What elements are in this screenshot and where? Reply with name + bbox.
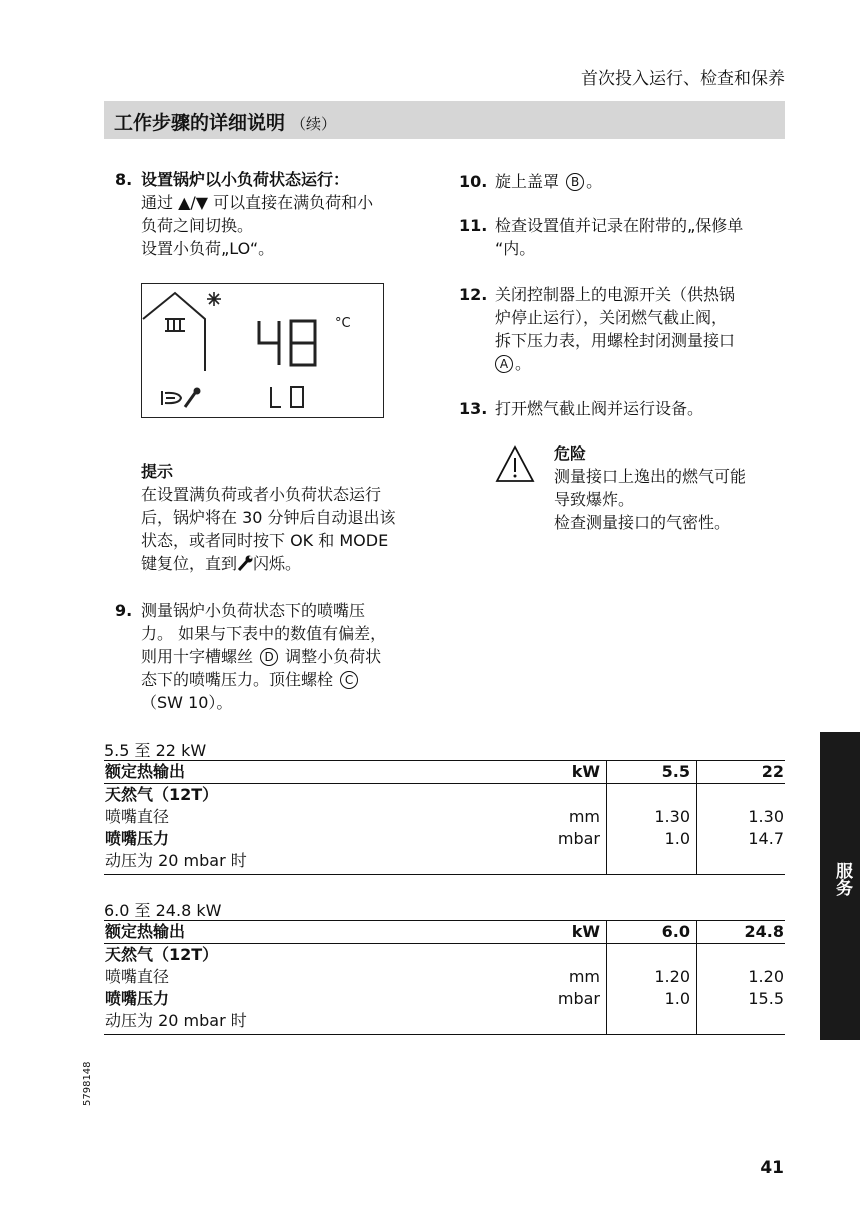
- step-9-line2: 力。 如果与下表中的数值有偏差，: [141, 624, 387, 643]
- document-number: 5798148: [82, 1061, 93, 1106]
- table-cell: 1.0: [607, 828, 697, 850]
- table-cell: [607, 850, 697, 875]
- note-block: [141, 460, 441, 575]
- table-cell: 14.7: [748, 829, 784, 848]
- table-cell: 22: [697, 761, 786, 784]
- table-cell: 1.30: [748, 807, 784, 826]
- table-cell: mbar: [551, 988, 607, 1010]
- step-9-line3a: 则用十字槽螺丝: [141, 647, 259, 666]
- table-cell: mbar: [551, 828, 607, 850]
- temperature-unit: °C: [335, 316, 351, 331]
- table-row: [104, 1010, 785, 1035]
- step-number: 8.: [115, 170, 133, 189]
- table-cell: 天然气（12T）: [105, 785, 219, 804]
- table-cell: mm: [551, 806, 607, 828]
- section-title-bar: [104, 101, 785, 139]
- chapter-header: 首次投入运行、检查和保养: [581, 69, 785, 89]
- table-cell: 喷嘴压力: [105, 989, 170, 1008]
- mode-digits: [271, 387, 303, 407]
- step-12-line1: 关闭控制器上的电源开关（供热锅: [495, 285, 736, 304]
- table-cell: kW: [551, 761, 607, 784]
- marker-b: B: [566, 173, 584, 191]
- display-graphics: [141, 283, 384, 418]
- table2-title: 6.0 至 24.8 kW: [104, 901, 222, 920]
- snowflake-icon: [207, 292, 221, 306]
- warning-triangle-icon: [495, 444, 535, 484]
- step-9-line3b: 调整小负荷状: [280, 647, 382, 666]
- step-12-line3: 拆下压力表，用螺栓封闭测量接口: [495, 331, 736, 350]
- table-cell: [551, 944, 607, 967]
- table-cell: 1.20: [607, 966, 697, 988]
- step-8-line3: 设置小负荷„LO“。: [141, 239, 275, 258]
- spec-table-1: [104, 760, 785, 875]
- step-13-text: 打开燃气截止阀并运行设备。: [495, 399, 704, 418]
- section-title: 工作步骤的详细说明: [114, 112, 286, 134]
- table-cell: [697, 944, 786, 967]
- danger-line2: 导致爆炸。: [554, 490, 635, 509]
- table-header-row: [104, 761, 785, 784]
- danger-line1: 测量接口上逸出的燃气可能: [554, 467, 747, 486]
- marker-a: A: [495, 355, 513, 373]
- table-cell: 喷嘴直径: [105, 807, 170, 826]
- temperature-digits: [259, 321, 315, 365]
- table-cell: [551, 1010, 607, 1035]
- table-row: [104, 966, 785, 988]
- boiler-display: [141, 283, 384, 418]
- side-tab-label: 服务: [832, 862, 852, 896]
- step-number: 9.: [115, 601, 133, 620]
- table-cell: [607, 784, 697, 807]
- table-cell: 1.20: [748, 967, 784, 986]
- table-cell: [697, 1010, 786, 1035]
- wrench-icon: [237, 555, 253, 571]
- table-cell: 额定热输出: [104, 921, 551, 944]
- table-row: [104, 828, 785, 850]
- marker-d: D: [260, 648, 278, 666]
- table-cell: [607, 1010, 697, 1035]
- table-row: [104, 988, 785, 1010]
- table-cell: 5.5: [607, 761, 697, 784]
- table-row: [104, 806, 785, 828]
- note-line2: 后，锅炉将在 30 分钟后自动退出该: [141, 508, 396, 527]
- table-cell: 1.0: [607, 988, 697, 1010]
- table-cell: 动压为 20 mbar 时: [104, 850, 551, 875]
- step-11-line2: “内。: [495, 239, 536, 258]
- spec-table-2: [104, 920, 785, 1035]
- table-cell: 6.0: [607, 921, 697, 944]
- step-12-line4-end: 。: [515, 354, 532, 373]
- table-cell: 24.8: [697, 921, 786, 944]
- side-tab-service: [820, 732, 860, 1040]
- note-line3: 状态，或者同时按下 OK 和 MODE: [141, 531, 389, 550]
- step-8-line2: 负荷之间切换。: [141, 216, 254, 235]
- table-cell: 1.30: [607, 806, 697, 828]
- note-heading: 提示: [141, 462, 174, 481]
- table-row: [104, 944, 785, 967]
- radiator-icon: [165, 319, 185, 331]
- table-cell: 15.5: [748, 989, 784, 1008]
- step-9-line1: 测量锅炉小负荷状态下的喷嘴压: [141, 601, 366, 620]
- step-12-line2: 炉停止运行），关闭燃气截止阀，: [495, 308, 728, 327]
- table-cell: 喷嘴直径: [105, 967, 170, 986]
- table-cell: [551, 784, 607, 807]
- table-cell: 额定热输出: [104, 761, 551, 784]
- step-8-heading: 设置锅炉以小负荷状态运行：: [141, 170, 350, 189]
- table-cell: [697, 850, 786, 875]
- burner-wrench-icon: [162, 387, 201, 407]
- note-line1: 在设置满负荷或者小负荷状态运行: [141, 485, 382, 504]
- danger-heading: 危险: [554, 444, 587, 463]
- table-header-row: [104, 921, 785, 944]
- table-row: [104, 784, 785, 807]
- marker-c: C: [340, 671, 358, 689]
- table-row: [104, 850, 785, 875]
- table-cell: 动压为 20 mbar 时: [104, 1010, 551, 1035]
- step-number: 10.: [459, 172, 488, 191]
- note-line4b: 闪烁。: [253, 554, 302, 573]
- note-line4a: 键复位，直到: [141, 554, 238, 573]
- danger-block: [554, 442, 794, 534]
- step-11-line1: 检查设置值并记录在附带的„保修单: [495, 216, 744, 235]
- step-10-text-end: 。: [586, 172, 603, 191]
- step-number: 12.: [459, 285, 488, 304]
- table1-title: 5.5 至 22 kW: [104, 741, 207, 760]
- table-cell: [697, 784, 786, 807]
- step-number: 11.: [459, 216, 488, 235]
- table-cell: [607, 944, 697, 967]
- step-8-line1: 通过 ▲/▼ 可以直接在满负荷和小: [141, 193, 374, 212]
- table-cell: kW: [551, 921, 607, 944]
- table-cell: mm: [551, 966, 607, 988]
- step-number: 13.: [459, 399, 488, 418]
- step-10-text: 旋上盖罩: [495, 172, 565, 191]
- step-9-line4a: 态下的喷嘴压力。顶住螺栓: [141, 670, 339, 689]
- step-9-line5: （SW 10）。: [141, 693, 233, 712]
- table-cell: 天然气（12T）: [105, 945, 219, 964]
- danger-line3: 检查测量接口的气密性。: [554, 513, 731, 532]
- table-cell: [551, 850, 607, 875]
- section-title-cont: （续）: [291, 115, 337, 133]
- table-cell: 喷嘴压力: [105, 829, 170, 848]
- page-number: 41: [760, 1158, 784, 1178]
